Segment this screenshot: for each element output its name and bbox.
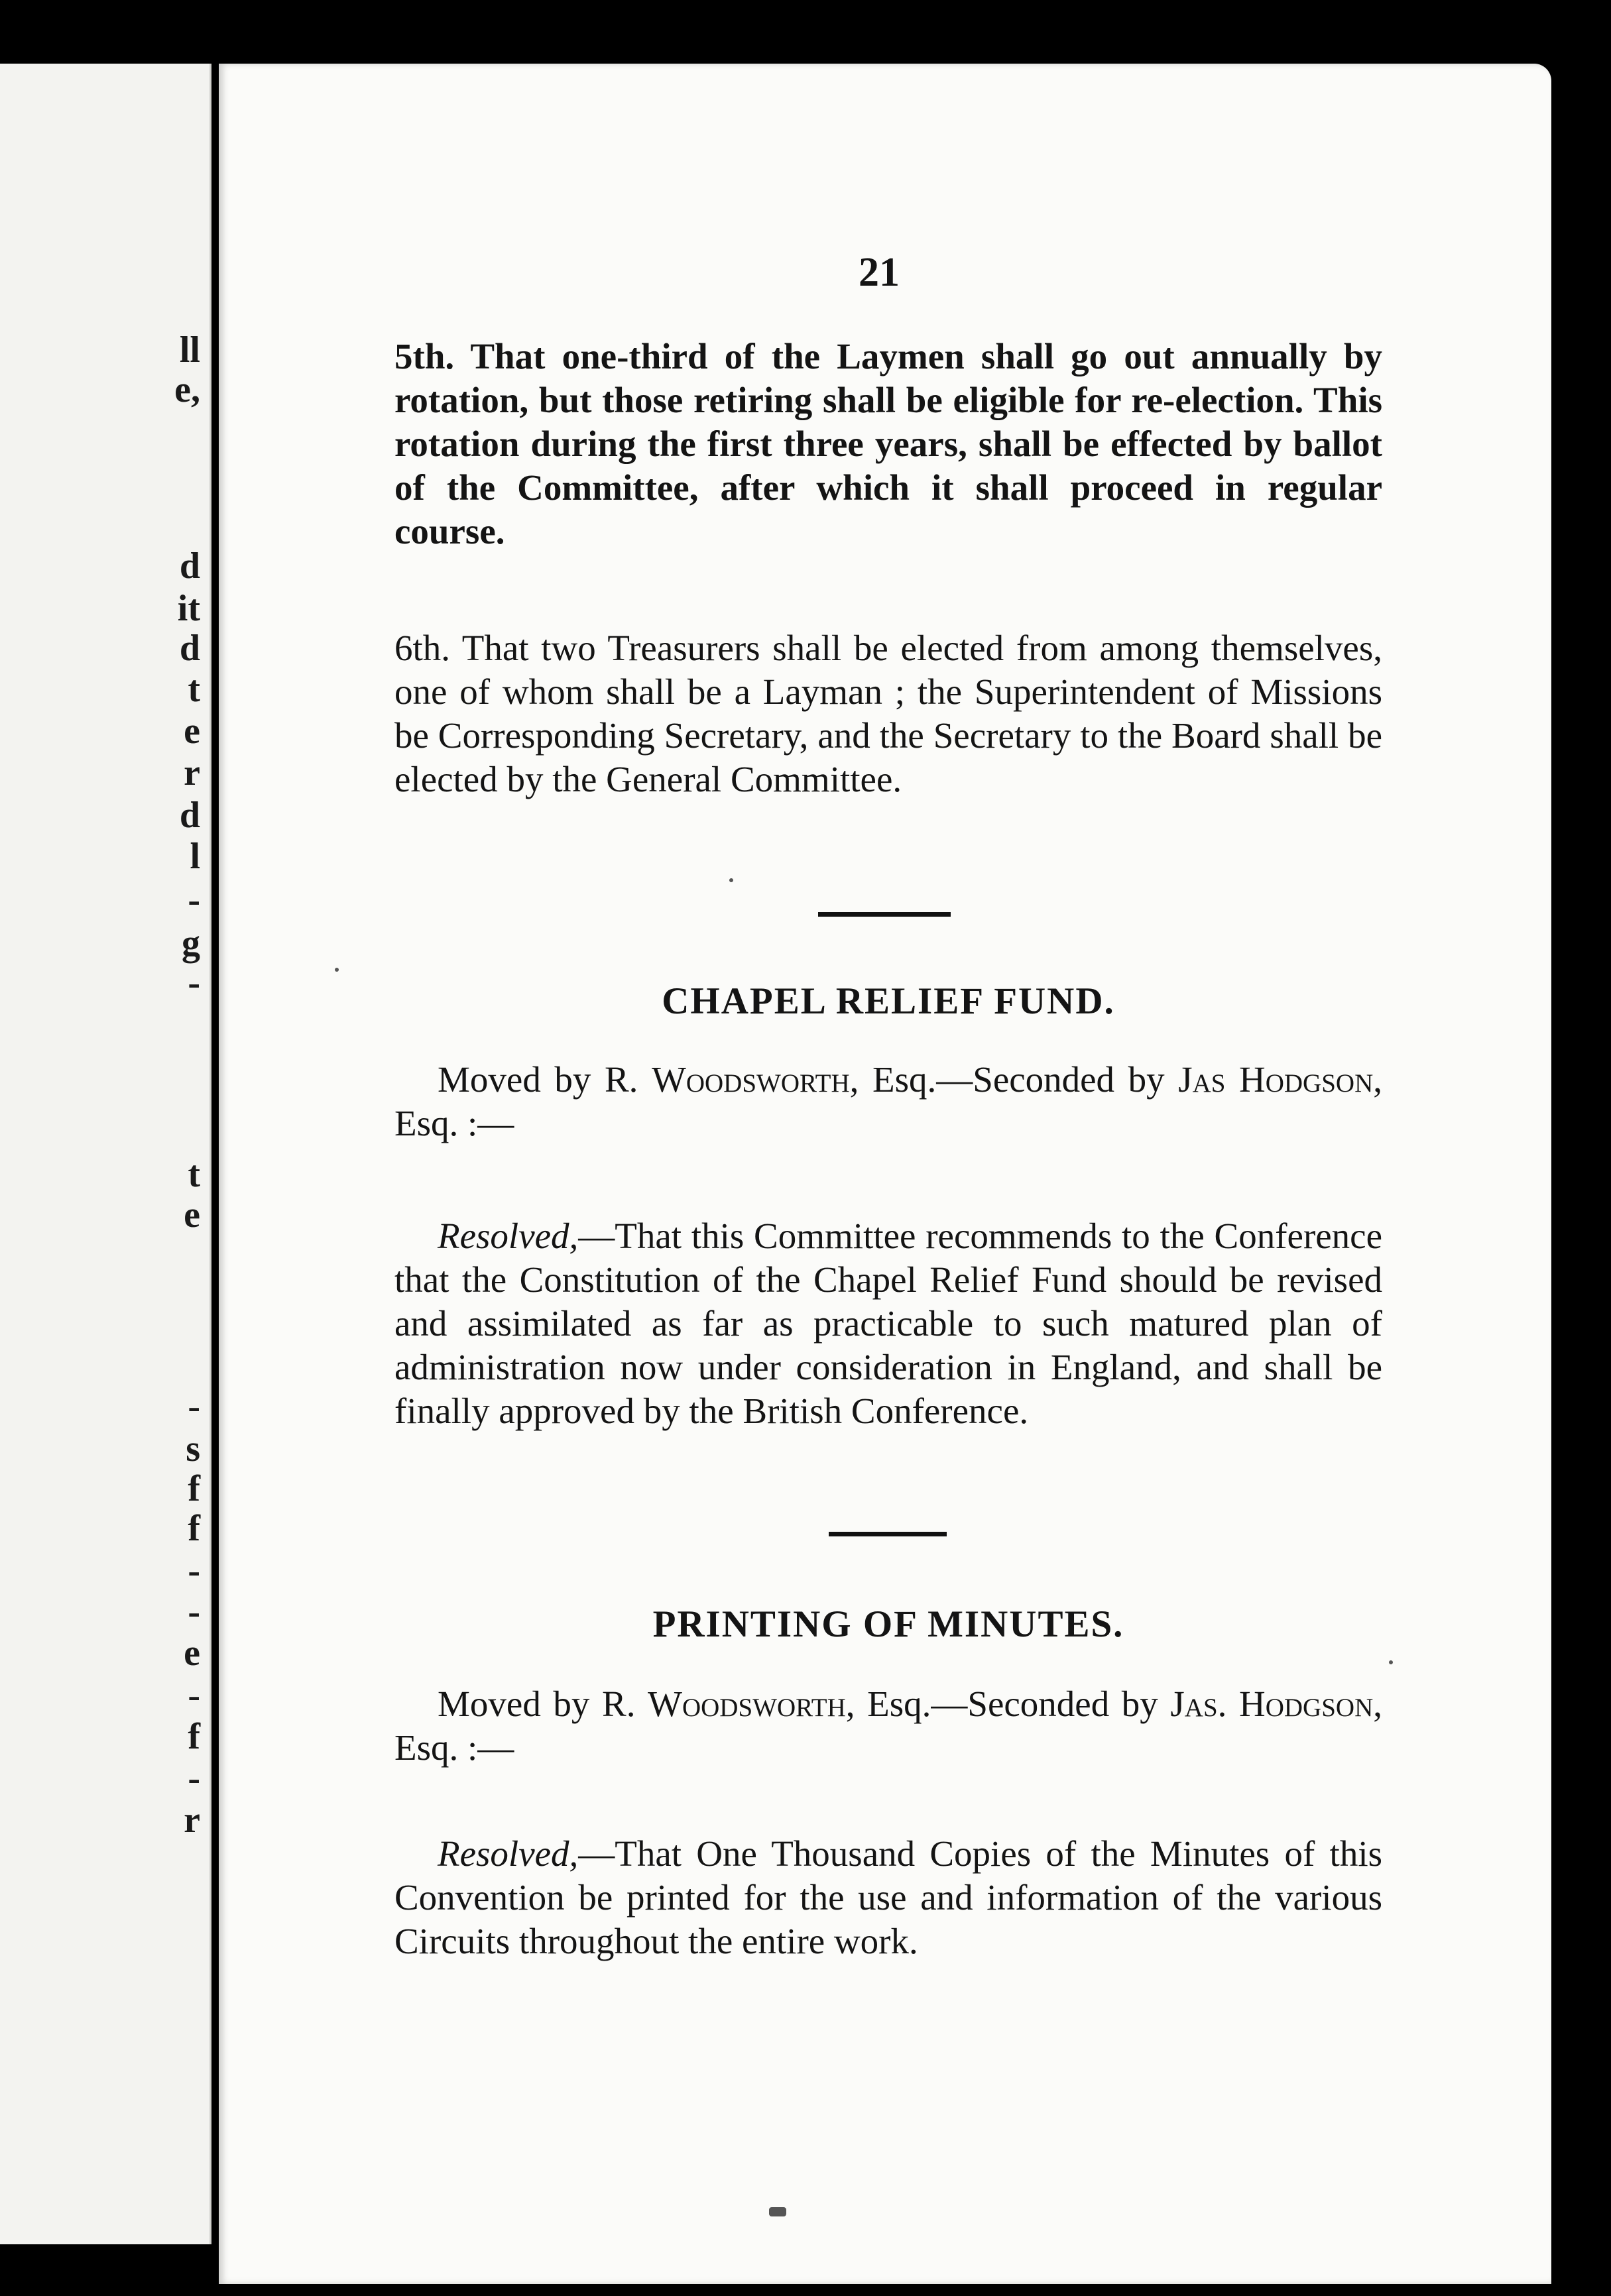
previous-page-fragment: -	[188, 962, 200, 1004]
previous-page-fragment: e,	[174, 369, 200, 410]
previous-page-fragment: it	[177, 588, 200, 629]
motion-chapel-relief: Moved by R. Woodsworth, Esq.—Seconded by Jas Hodgson, Esq. :—	[394, 1059, 1382, 1143]
section-divider	[818, 912, 951, 917]
previous-page-fragment: -	[188, 1675, 200, 1716]
previous-page-fragment: r	[184, 752, 200, 793]
paper-speck	[335, 968, 339, 972]
resolved-label: Resolved,	[438, 1833, 579, 1874]
seconder-name: Jas. Hodgson	[1170, 1684, 1374, 1724]
previous-page-fragment: ll	[179, 329, 200, 371]
previous-page-fragment: -	[188, 1591, 200, 1633]
previous-page-fragment: -	[188, 1550, 200, 1591]
previous-page-edge	[0, 64, 211, 2244]
previous-page-fragment: f	[188, 1716, 200, 1757]
previous-page-fragment: e	[184, 711, 200, 752]
previous-page-fragment: g	[182, 923, 200, 964]
previous-page-fragment: e	[184, 1194, 200, 1235]
previous-page-fragment: l	[190, 836, 200, 877]
previous-page-fragment: r	[184, 1800, 200, 1841]
motion-printing-minutes: Moved by R. Woodsworth, Esq.—Seconded by Jas. Hodgson, Esq. :—	[394, 1684, 1382, 1768]
mover-name: Woodsworth	[651, 1059, 850, 1100]
heading-chapel-relief-fund: CHAPEL RELIEF FUND.	[662, 980, 1115, 1022]
mover-name: Woodsworth	[648, 1684, 846, 1724]
seconder-name: Jas Hodgson	[1178, 1059, 1374, 1100]
paper-speck	[769, 2207, 786, 2216]
heading-printing-of-minutes: PRINTING OF MINUTES.	[652, 1603, 1124, 1645]
resolution-chapel-relief: Resolved,—That this Committee recommends to the Conference that the Constitution of the Chapel Relief Fund should be revised and assimilated as far as practicable to such matured plan of administration now under consideration in England, and shall be finally approved by the British Conference.	[394, 1216, 1382, 1431]
previous-page-fragment: d	[179, 628, 200, 669]
resolution-printing-minutes: Resolved,—That One Thousand Copies of the Minutes of this Convention be printed for the use and information of the various Circuits throughout the entire work.	[394, 1833, 1382, 1961]
previous-page-fragment: -	[188, 1758, 200, 1799]
paragraph-5th: 5th. That one-third of the Laymen shall go out annually by rotation, but those retiring shall be eligible for re-election. This rotation during the first three years, shall be effected by ballot of the Committee, after which it shall proceed in regular course.	[394, 336, 1382, 551]
previous-page-fragment: -	[188, 880, 200, 921]
previous-page-fragment: t	[188, 669, 200, 710]
previous-page-fragment: f	[188, 1508, 200, 1549]
paper-speck	[1389, 1660, 1393, 1664]
previous-page-fragment: t	[188, 1154, 200, 1195]
paragraph-6th: 6th. That two Treasurers shall be elected from among themselves, one of whom shall be a Layman ; the Superintendent of Missions be Corresponding Secretary, and the Secretary to the Board shall be elected by the General Committee.	[394, 628, 1382, 799]
section-divider	[829, 1532, 947, 1536]
paper-speck	[729, 878, 733, 882]
previous-page-fragment: d	[179, 795, 200, 836]
previous-page-fragment: f	[188, 1468, 200, 1509]
previous-page-fragment: s	[186, 1428, 200, 1469]
previous-page-fragment: -	[188, 1386, 200, 1427]
page-number: 21	[859, 250, 900, 295]
previous-page-fragment: d	[179, 545, 200, 587]
resolved-label: Resolved,	[438, 1216, 579, 1256]
previous-page-fragment: e	[184, 1633, 200, 1674]
